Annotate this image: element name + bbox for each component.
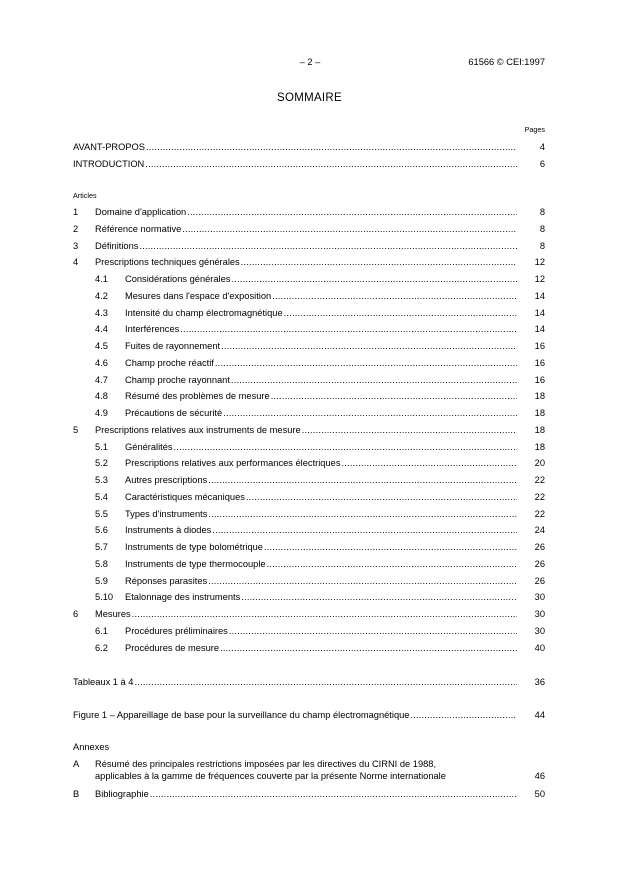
toc-entry-title: Bibliographie bbox=[95, 789, 149, 799]
toc-entry-number: 2 bbox=[73, 223, 79, 234]
toc-entry-article-5-2[interactable] bbox=[73, 457, 545, 470]
toc-entry-page: 18 bbox=[534, 424, 545, 435]
toc-entry-page: 26 bbox=[534, 558, 545, 569]
toc-entry-number: 4.9 bbox=[95, 408, 108, 418]
toc-entry-page: 36 bbox=[534, 677, 545, 687]
articles-label: Articles bbox=[73, 191, 97, 200]
toc-entry-article-4-6[interactable] bbox=[73, 357, 545, 370]
toc-entry-title: Fuites de rayonnement bbox=[125, 341, 221, 351]
toc-entry-article-6-1[interactable] bbox=[73, 625, 545, 638]
toc-entry-avant-propos[interactable] bbox=[73, 141, 545, 154]
toc-entry-title: Généralités bbox=[125, 441, 173, 452]
toc-entry-title: Réponses parasites bbox=[125, 575, 208, 586]
toc-entry-title: Référence normative bbox=[95, 223, 182, 234]
toc-entry-number: 5.5 bbox=[95, 508, 108, 519]
toc-entry-title: Tableaux 1 à 4 bbox=[73, 677, 134, 687]
toc-entry-number: 1 bbox=[73, 207, 79, 217]
toc-entry-title: Instruments de type bolométrique bbox=[125, 542, 263, 552]
toc-entry-number: 4.2 bbox=[95, 290, 108, 301]
toc-entry-number: 5.9 bbox=[95, 575, 108, 586]
toc-entry-annex-b[interactable] bbox=[73, 788, 545, 801]
toc-entry-title: Mesures dans l'espace d'exposition bbox=[125, 290, 272, 301]
page-number: – 2 – bbox=[299, 57, 321, 67]
toc-entry-article-5-9[interactable] bbox=[73, 575, 545, 588]
toc-entry-page: 16 bbox=[534, 341, 545, 351]
toc-entry-title: Considérations générales bbox=[125, 274, 231, 284]
toc-entry-title-line-2: applicables à la gamme de fréquences couverte par la présente Norme internationale bbox=[95, 771, 446, 781]
toc-entry-page: 22 bbox=[534, 491, 545, 502]
toc-entry-title: Procédures préliminaires bbox=[125, 625, 228, 636]
toc-entry-page: 30 bbox=[534, 625, 545, 636]
toc-entry-page: 30 bbox=[534, 592, 545, 603]
toc-entry-page: 30 bbox=[534, 609, 545, 619]
toc-entry-number: 4.5 bbox=[95, 341, 108, 351]
toc-entry-article-5-4[interactable] bbox=[73, 491, 545, 504]
toc-entry-number: 5.8 bbox=[95, 558, 108, 569]
toc-entry-number: B bbox=[73, 789, 80, 799]
toc-entry-page: 24 bbox=[534, 525, 545, 536]
standard-reference: 61566 © CEI:1997 bbox=[468, 57, 545, 67]
toc-entry-title-line-1: Résumé des principales restrictions imposées par les directives du CIRNI de 1988, bbox=[95, 759, 437, 769]
toc-entry-article-1[interactable] bbox=[73, 206, 545, 219]
toc-entry-page: 44 bbox=[534, 710, 545, 720]
toc-entry-title: Etalonnage des instruments bbox=[125, 592, 241, 603]
toc-entry-page: 16 bbox=[534, 374, 545, 385]
annexes-label: Annexes bbox=[73, 742, 110, 752]
toc-entry-number: 5.6 bbox=[95, 525, 108, 536]
toc-entry-article-5-3[interactable] bbox=[73, 474, 545, 487]
toc-entry-number: 6.2 bbox=[95, 642, 108, 653]
toc-entry-page: 46 bbox=[534, 771, 545, 781]
toc-entry-article-4-3[interactable] bbox=[73, 307, 545, 320]
toc-entry-page: 50 bbox=[534, 789, 545, 799]
toc-entry-figure-1[interactable] bbox=[73, 709, 545, 722]
toc-entry-page: 12 bbox=[534, 274, 545, 284]
toc-entry-page: 4 bbox=[539, 142, 545, 152]
toc-entry-number: 4.6 bbox=[95, 357, 108, 368]
toc-entry-title: Procédures de mesure bbox=[125, 642, 220, 653]
toc-entry-number: 4.1 bbox=[95, 274, 108, 284]
toc-entry-title: Mesures bbox=[95, 609, 131, 619]
pages-column-label: Pages bbox=[524, 125, 545, 134]
toc-entry-title: Instruments de type thermocouple bbox=[125, 558, 266, 569]
toc-entry-article-4-7[interactable] bbox=[73, 374, 545, 387]
page-title: SOMMAIRE bbox=[276, 92, 342, 104]
toc-entry-article-2[interactable] bbox=[73, 223, 545, 236]
toc-entry-page: 18 bbox=[534, 391, 545, 402]
toc-entry-number: 3 bbox=[73, 240, 79, 251]
toc-entry-article-5-10[interactable] bbox=[73, 591, 545, 604]
toc-entry-tables[interactable] bbox=[73, 676, 545, 689]
toc-entry-title: Autres prescriptions bbox=[125, 475, 208, 485]
toc-entry-page: 22 bbox=[534, 475, 545, 485]
toc-entry-title: Champ proche réactif bbox=[125, 357, 214, 368]
toc-entry-title: Interférences bbox=[125, 324, 180, 335]
toc-entry-title: Instruments à diodes bbox=[125, 525, 212, 536]
toc-entry-number: A bbox=[73, 759, 80, 769]
toc-entry-page: 14 bbox=[534, 290, 545, 301]
toc-entry-title: Types d'instruments bbox=[125, 508, 208, 519]
toc-entry-page: 40 bbox=[534, 642, 545, 653]
toc-entry-page: 6 bbox=[539, 159, 545, 169]
toc-entry-page: 22 bbox=[534, 508, 545, 519]
toc-entry-article-4-9[interactable] bbox=[73, 407, 545, 420]
toc-entry-number: 5.10 bbox=[95, 592, 114, 603]
toc-entry-title: Résumé des problèmes de mesure bbox=[125, 391, 270, 402]
toc-entry-article-4-4[interactable] bbox=[73, 323, 545, 336]
toc-entry-introduction[interactable] bbox=[73, 158, 545, 171]
toc-entry-title: Figure 1 – Appareillage de base pour la surveillance du champ électromagnétique bbox=[73, 710, 410, 720]
toc-entry-page: 8 bbox=[539, 223, 545, 234]
toc-entry-page: 20 bbox=[534, 458, 545, 469]
toc-entry-title: INTRODUCTION bbox=[73, 159, 145, 169]
toc-entry-article-6-2[interactable] bbox=[73, 642, 545, 655]
toc-entry-article-5-1[interactable] bbox=[73, 441, 545, 454]
toc-entry-number: 4.3 bbox=[95, 307, 108, 318]
toc-entry-number: 5.1 bbox=[95, 441, 108, 452]
toc-entry-article-4[interactable] bbox=[73, 256, 545, 269]
toc-entry-article-6[interactable] bbox=[73, 608, 545, 621]
toc-entry-title: Définitions bbox=[95, 240, 139, 251]
toc-entry-title: Prescriptions techniques générales bbox=[95, 257, 240, 268]
toc-entry-page: 16 bbox=[534, 357, 545, 368]
toc-entry-article-5-7[interactable] bbox=[73, 541, 545, 554]
toc-entry-number: 4 bbox=[73, 257, 79, 268]
toc-entry-article-4-5[interactable] bbox=[73, 340, 545, 353]
toc-entry-title: Champ proche rayonnant bbox=[125, 374, 230, 385]
toc-entry-title: Précautions de sécurité bbox=[125, 408, 223, 418]
toc-entry-article-3[interactable] bbox=[73, 240, 545, 253]
toc-entry-number: 5.3 bbox=[95, 475, 108, 485]
toc-entry-number: 4.8 bbox=[95, 391, 108, 402]
toc-entry-page: 8 bbox=[539, 207, 545, 217]
toc-entry-page: 18 bbox=[534, 441, 545, 452]
toc-entry-number: 6.1 bbox=[95, 625, 108, 636]
toc-entry-number: 5.7 bbox=[95, 542, 108, 552]
toc-entry-article-5-6[interactable] bbox=[73, 524, 545, 537]
toc-entry-number: 5.4 bbox=[95, 491, 108, 502]
toc-entry-number: 6 bbox=[73, 609, 79, 619]
toc-entry-page: 14 bbox=[534, 307, 545, 318]
toc-entry-page: 8 bbox=[539, 240, 545, 251]
toc-entry-article-4-2[interactable] bbox=[73, 290, 545, 303]
toc-entry-title: AVANT-PROPOS bbox=[73, 142, 145, 152]
toc-entry-title: Prescriptions relatives aux instruments de mesure bbox=[95, 424, 301, 435]
toc-entry-title: Prescriptions relatives aux performances électriques bbox=[125, 458, 341, 469]
toc-entry-page: 26 bbox=[534, 542, 545, 552]
toc-entry-article-5[interactable] bbox=[73, 424, 545, 437]
toc-entry-title: Intensité du champ électromagnétique bbox=[125, 307, 283, 318]
toc-entry-number: 4.4 bbox=[95, 324, 108, 335]
toc-entry-page: 12 bbox=[534, 257, 545, 268]
toc-entry-number: 4.7 bbox=[95, 374, 108, 385]
toc-entry-page: 14 bbox=[534, 324, 545, 335]
toc-entry-number: 5 bbox=[73, 424, 79, 435]
toc-entry-article-5-8[interactable] bbox=[73, 558, 545, 571]
toc-entry-number: 5.2 bbox=[95, 458, 108, 469]
toc-entry-article-4-8[interactable] bbox=[73, 390, 545, 403]
toc-entry-article-5-5[interactable] bbox=[73, 508, 545, 521]
toc-entry-page: 26 bbox=[534, 575, 545, 586]
toc-entry-article-4-1[interactable] bbox=[73, 273, 545, 286]
toc-entry-title: Caractéristiques mécaniques bbox=[125, 491, 245, 502]
toc-entry-title: Domaine d'application bbox=[95, 207, 187, 217]
toc-entry-page: 18 bbox=[534, 408, 545, 418]
